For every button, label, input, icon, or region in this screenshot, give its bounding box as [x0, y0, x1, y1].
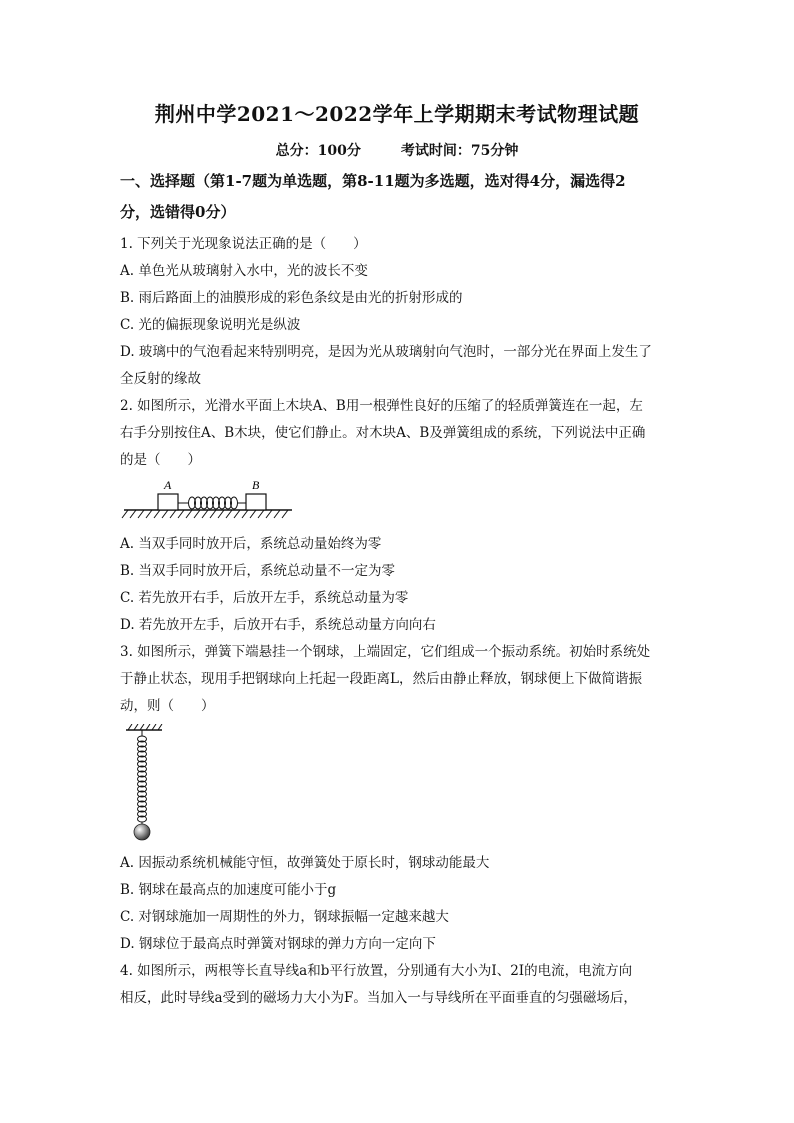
spring-blocks-figure [120, 476, 300, 524]
q3-option-d: D. 钢球位于最高点时弹簧对钢球的弹力方向一定向下 [120, 936, 436, 952]
q1-option-d-line1: D. 玻璃中的气泡看起来特别明亮，是因为光从玻璃射向气泡时，一部分光在界面上发生了 [120, 344, 652, 360]
q1-option-a: A. 单色光从玻璃射入水中，光的波长不变 [120, 263, 368, 279]
q1-stem: 1. 下列关于光现象说法正确的是（ ） [120, 236, 367, 252]
q4-stem-line2: 相反，此时导线a受到的磁场力大小为F。当加入一与导线所在平面垂直的匀强磁场后， [120, 990, 637, 1006]
exam-time: 考试时间：75分钟 [400, 143, 519, 159]
compressed-spring [178, 497, 246, 509]
q3-stem-line3: 动，则（ ） [120, 698, 215, 714]
q1-option-d-line2: 全反射的缘故 [120, 371, 201, 387]
q2-stem-line2: 右手分别按住A、B木块，使它们静止。对木块A、B及弹簧组成的系统，下列说法中正确 [120, 425, 646, 441]
q1-option-b: B. 雨后路面上的油膜形成的彩色条纹是由光的折射形成的 [120, 290, 463, 306]
total-score: 总分：100分 [275, 143, 361, 159]
vertical-spring [138, 730, 147, 825]
label-a: A [164, 478, 172, 492]
section-heading-line1: 一、选择题（第1-7题为单选题，第8-11题为多选题，选对得4分，漏选得2 [120, 172, 626, 190]
ground-hatching [122, 510, 288, 518]
q3-stem-line2: 于静止状态，现用手把钢球向上托起一段距离L，然后由静止释放，钢球便上下做简谐振 [120, 671, 642, 687]
section-heading-line2: 分，选错得0分） [120, 203, 236, 221]
q3-option-a: A. 因振动系统机械能守恒，故弹簧处于原长时，钢球动能最大 [120, 855, 490, 871]
label-b: B [252, 478, 260, 492]
ceiling-hatching [128, 724, 162, 730]
block-a [158, 494, 178, 510]
q3-option-b: B. 钢球在最高点的加速度可能小于g [120, 882, 337, 898]
block-b [246, 494, 266, 510]
exam-title: 荆州中学2021～2022学年上学期期末考试物理试题 [154, 102, 640, 126]
q4-stem-line1: 4. 如图所示，两根等长直导线a和b平行放置，分别通有大小为I、2I的电流，电流方向 [120, 963, 633, 979]
q3-option-c: C. 对钢球施加一周期性的外力，钢球振幅一定越来越大 [120, 909, 449, 925]
q2-option-b: B. 当双手同时放开后，系统总动量不一定为零 [120, 563, 396, 579]
hanging-spring-figure [124, 724, 164, 844]
steel-ball [134, 824, 150, 840]
q1-option-c: C. 光的偏振现象说明光是纵波 [120, 317, 301, 333]
q2-stem-line3: 的是（ ） [120, 452, 201, 468]
q2-option-d: D. 若先放开左手，后放开右手，系统总动量方向向右 [120, 617, 436, 633]
q2-option-a: A. 当双手同时放开后，系统总动量始终为零 [120, 536, 382, 552]
q3-stem-line1: 3. 如图所示，弹簧下端悬挂一个钢球，上端固定，它们组成一个振动系统。初始时系统处 [120, 644, 651, 660]
q2-option-c: C. 若先放开右手，后放开左手，系统总动量为零 [120, 590, 409, 606]
q2-stem-line1: 2. 如图所示，光滑水平面上木块A、B用一根弹性良好的压缩了的轻质弹簧连在一起，左 [120, 398, 643, 414]
exam-subtitle [0, 140, 794, 160]
